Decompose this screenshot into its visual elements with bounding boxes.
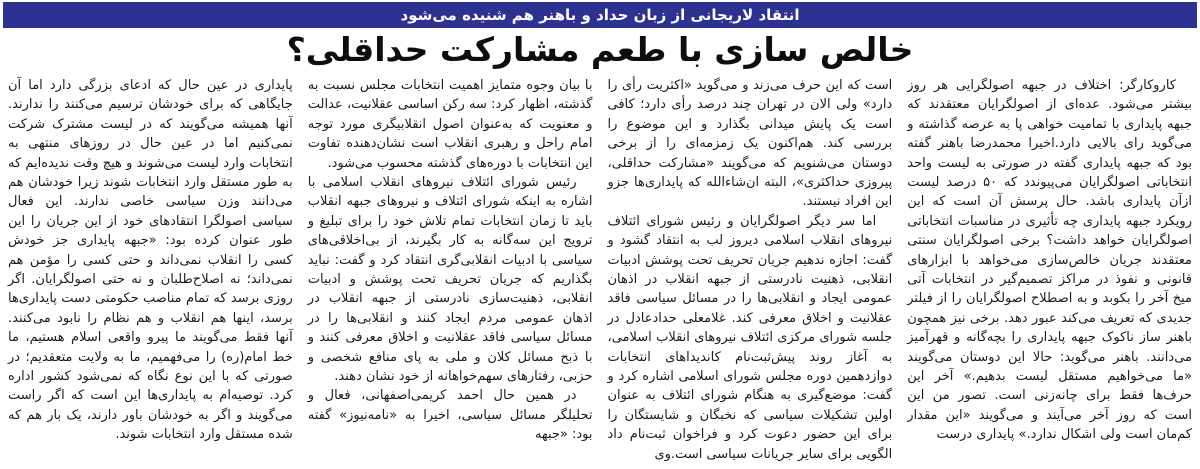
article-headline: خالص سازی با طعم مشارکت حداقلی؟ — [286, 30, 914, 69]
paragraph-fragment: اما سر دیگر اصولگرایان و رئیس شورای ائتلاف نیروهای انقلاب اسلامی دیروز لب به انتقاد گشود و گفت: اجازه ندهیم جریان تحریف تحت پوشش ادبیات انقلابی، ذهنیت نادرستی از جبهه انقلاب در اذهان عمومی ایجاد و انقلابی‌ها را در مسائل سیاسی فاقد عقلانیت و اخلاق معرفی کند. غلامعلی حدادعادل در جلسه شورای مرکزی ائتلاف نیروهای انقلاب اسلامی، به آغاز روند پیش‌ثبت‌نام کاندیداهای انتخابات دوازدهمین دوره مجلس شورای اسلامی اشاره کرد و گفت: موضع‌گیری به هنگام شورای ائتلاف به عنوان اولین تشکیلات سیاسی که نخبگان و شایستگان را برای این حضور دعوت کرد و فراخوان ثبت‌نام داد الگویی برای سایر جریانات سیاسی است.وی — [607, 213, 893, 462]
article-body — [0, 76, 1200, 467]
paragraph-fragment: پایداری در عین حال که ادعای بزرگی دارد اما آن جایگاهی که برای خودشان ترسیم می‌کنند را ندارند. آنها همیشه می‌گویند که در لیست مشترک شرکت نمی‌کنیم اما در عین حال در روزهای منتهی به انتخابات وارد لیست می‌شوند و هیچ وقت ندیده‌ایم که به طور مستقل وارد انتخابات شوند زیرا خودشان هم می‌دانند وزن سیاسی خاصی ندارند. این فعال سیاسی اصولگرا انتقادهای خود از این جریان را این طور عنوان کرده بود: «جبهه پایداری جز خودش کسی را انقلاب نمی‌داند و حتی کسی را مؤمن هم نمی‌داند؛ نه اصلاح‌طلبان و نه حتی اصولگرایان. اگر روزی برسد که تمام مناصب حکومتی دست پایداری‌ها برسد، اینها هم انقلاب و هم نظام را نابود می‌کنند. آنها فقط می‌گویند ما پیرو واقعی اسلام هستیم، ما خط امام(ره) را می‌فهمیم، ما به ولایت متعقدیم؛ در صورتی که با این نوع نگاه که نمی‌شود کشور اداره کرد. توصیه‌ام به پایداری‌ها این است که اگر راست می‌گویند و اگر به خودشان باور دارند، یک بار هم که شده مستقل وارد انتخابات شوند. — [8, 77, 293, 443]
paragraph-fragment: رئیس شورای ائتلاف نیروهای انقلاب اسلامی با اشاره به اینکه شورای ائتلاف و نیروهای جبهه انقلاب باید تا زمان انتخابات تمام تلاش خود را برای تبلیغ و ترویج این سه‌گانه به کار بگیرند، از بی‌اخلاقی‌های سیاسی با ادبیات انقلابی‌گری انتقاد کرد و گفت: نباید بگذاریم که جریان تحریف تحت پوشش و ادبیات انقلابی، ذهنیت‌سازی نادرستی از جبهه انقلاب در اذهان عمومی مردم ایجاد کنند و انقلابی‌ها را در مسائل سیاسی فاقد عقلانیت و اخلاق معرفی کنند و با ذبح مسائل کلان و ملی به پای منافع شخصی و حزبی، رفتارهای سهم‌خواهانه از خود نشان دهند. — [307, 174, 593, 385]
kicker-bar — [3, 2, 1197, 28]
paragraph-fragment: کاروکارگر: اختلاف در جبهه اصولگرایی هر روز بیشتر می‌شود. عده‌ای از اصولگرایان معتقدند که جبهه پایداری با تمامیت خواهی پا به عرصه گذاشته و می‌گوید رای بالایی دارد.اخیرا محمدرضا باهنر گفته بود که جبهه پایداری گفته در صورتی به لیست واحد انتخاباتی اصولگرایان می‌پیوندد که ۵۰ درصد لیست ازآن پایداری باشد. حال پرسش آن است که این رویکرد جبهه پایداری چه تأثیری در مناسبات انتخاباتی اصولگرایان خواهد داشت؟ برخی اصولگرایان سنتی معتقدند جریان خالص‌سازی می‌خواهد با ابزارهای قانونی و نفوذ در مراکز تصمیم‌گیر در انتخابات آتی میخ آخر را بکوبد و به اصطلاح اصولگرایان را از فیلتر جدیدی که تعریف می‌کند عبور دهد. برخی نیز همچون باهنر ساز ناکوک جبهه پایداری را بچه‌گانه و قهرآمیز می‌دانند. باهنر می‌گوید: حالا این دوستان می‌گویند «ما می‌خواهیم مستقل لیست بدهیم.» آخر این حرف‌ها فقط برای چانه‌زنی است. تصور من این است که روز آخر می‌آیند و می‌گویند «این مقدار کم‌مان است ولی اشکال ندارد.» پایداری درست — [907, 77, 1192, 443]
paragraph-fragment: است که این حرف می‌زند و می‌گوید «اکثریت رأی را دارد» ولی الان در تهران چند درصد رأی دارد؛ کافی است یک پایش میدانی بگذارد و این موضوع را بررسی کند. هم‌اکنون یک زمزمه‌ای را از برخی دوستان می‌شنویم که می‌گویند «مشارکت حداقلی، پیروزی حداکثری»، البته ان‌شاءالله که پایداری‌ها جزو این افراد نیستند. — [607, 77, 893, 210]
paragraph-fragment: در همین حال احمد کریمی‌اصفهانی، فعال و تحلیلگر مسائل سیاسی، اخیرا به «نامه‌نیوز» گفته بود: «جبهه — [307, 388, 593, 443]
article-column-4 — [8, 76, 293, 467]
article-column-2 — [608, 76, 893, 467]
kicker-text: انتقاد لاریجانی از زبان حداد و باهنر هم شنیده می‌شود — [400, 6, 800, 24]
article-column-1 — [907, 76, 1192, 467]
article-column-3 — [308, 76, 593, 467]
paragraph-fragment: با بیان وجوه متمایز اهمیت انتخابات مجلس نسبت به گذشته، اظهار کرد: سه رکن اساسی عقلانیت، عدالت و معنویت که به‌عنوان اصول انقلابیگری مورد توجه امام راحل و رهبری انقلاب است نشان‌دهنده تفاوت این انتخابات با دوره‌های گذشته محسوب می‌شود. — [307, 77, 593, 171]
